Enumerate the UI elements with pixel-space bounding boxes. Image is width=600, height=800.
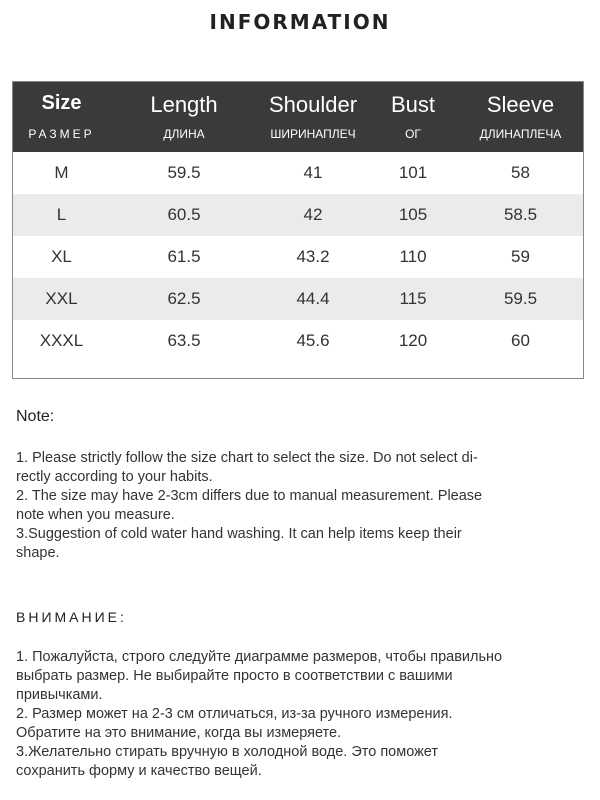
note-text	[16, 449, 576, 563]
header-sublabel: ШИРИНАПЛЕЧ	[270, 127, 356, 141]
cell-length: 59.5	[167, 163, 201, 182]
cell-shoulder: 45.6	[296, 331, 330, 350]
cell-size: XL	[51, 247, 72, 266]
cell-length: 60.5	[167, 205, 201, 224]
note-line: rectly according to your habits.	[16, 469, 213, 485]
header-length	[110, 82, 258, 152]
cell-size: XXXL	[39, 331, 84, 350]
cell-sleeve: 58	[511, 163, 530, 182]
cell-length: 62.5	[167, 289, 201, 308]
header-label: Length	[150, 92, 218, 117]
header-shoulder	[258, 82, 368, 152]
note-heading: Note:	[16, 408, 55, 425]
header-bust	[368, 82, 458, 152]
cell-shoulder: 44.4	[296, 289, 330, 308]
header-size	[13, 82, 110, 152]
cell-length: 63.5	[167, 331, 201, 350]
cell-sleeve: 59	[511, 247, 530, 266]
size-chart-table	[12, 81, 584, 379]
cell-shoulder: 42	[303, 205, 323, 224]
russian-note-heading: ВНИМАНИЕ:	[16, 609, 127, 625]
header-sublabel: РАЗМЕР	[28, 127, 95, 141]
note-line: 3.Suggestion of cold water hand washing. It can help items keep their	[16, 526, 462, 542]
header-sublabel: ДЛИНА	[163, 127, 205, 141]
note-line: выбрать размер. Не выбирайте просто в соответствии с вашими	[16, 668, 453, 684]
header-label: Shoulder	[268, 92, 358, 117]
note-line: Обратите на это внимание, когда вы измеряете.	[16, 725, 342, 741]
cell-sleeve: 59.5	[503, 289, 538, 308]
note-line: 3.Желательно стирать вручную в холодной воде. Это поможет	[16, 744, 439, 760]
header-label: Size	[41, 92, 82, 114]
cell-bust: 101	[398, 163, 428, 182]
note-line: note when you measure.	[16, 507, 175, 523]
table-row	[13, 278, 583, 320]
header-sublabel: ОГ	[405, 127, 421, 141]
header-label: Bust	[390, 92, 436, 117]
page-title: INFORMATION	[209, 10, 391, 34]
note-line: 1. Please strictly follow the size chart to select the size. Do not select di-	[16, 450, 478, 466]
note-line: 1. Пожалуйста, строго следуйте диаграмме размеров, чтобы правильно	[16, 649, 503, 665]
note-line: 2. Размер может на 2-3 см отличаться, из-за ручного измерения.	[16, 706, 453, 722]
cell-sleeve: 58.5	[503, 205, 538, 224]
russian-note-text	[16, 648, 581, 781]
cell-bust: 105	[398, 205, 428, 224]
cell-length: 61.5	[167, 247, 201, 266]
table-row	[13, 152, 583, 194]
note-line: 2. The size may have 2-3cm differs due to manual measurement. Please	[16, 488, 483, 504]
table-header	[13, 82, 583, 152]
note-line: shape.	[16, 545, 60, 561]
note-line: привычками.	[16, 687, 103, 703]
cell-size: L	[56, 205, 67, 224]
cell-bust: 120	[398, 331, 428, 350]
table-row	[13, 194, 583, 236]
cell-bust: 115	[399, 289, 427, 308]
cell-bust: 110	[399, 247, 427, 266]
cell-shoulder: 41	[303, 163, 323, 182]
table-row	[13, 236, 583, 278]
header-sleeve	[458, 82, 583, 152]
cell-size: XXL	[45, 289, 78, 308]
header-label: Sleeve	[486, 92, 555, 117]
cell-shoulder: 43.2	[296, 247, 330, 266]
cell-size: M	[54, 163, 69, 182]
note-line: сохранить форму и качество вещей.	[16, 763, 262, 779]
header-sublabel: ДЛИНАПЛЕЧА	[479, 127, 562, 141]
cell-sleeve: 60	[511, 331, 530, 350]
table-row	[13, 320, 583, 362]
